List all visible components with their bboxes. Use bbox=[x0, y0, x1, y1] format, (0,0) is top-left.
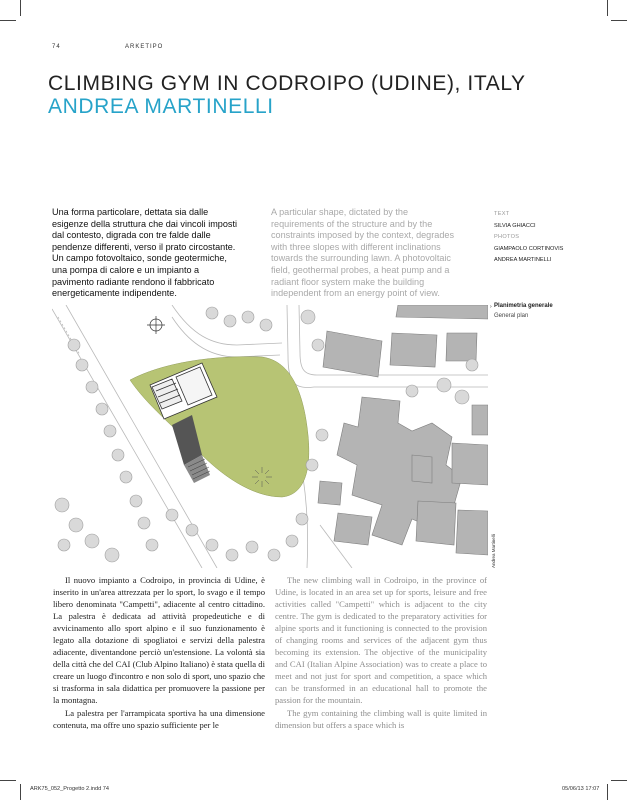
credits-photographer: GIAMPAOLO CORTINOVIS bbox=[494, 245, 564, 252]
intro-italian bbox=[52, 207, 267, 300]
credits-photos-label: PHOTOS bbox=[494, 234, 520, 241]
intro-line: constraints imposed by the context, degrades bbox=[271, 230, 454, 241]
intro-line: field, geothermal probes, a heat pump and a bbox=[271, 264, 450, 275]
crop-mark bbox=[611, 20, 627, 21]
article-author: ANDREA MARTINELLI bbox=[48, 95, 274, 118]
body-english bbox=[275, 574, 487, 731]
body-paragraph: La palestra per l'arrampicata sportiva ha una dimensione contenuta, ma offre uno spazio sufficiente per le bbox=[53, 707, 265, 730]
intro-line: Una forma particolare, dettata sia dalle bbox=[52, 207, 209, 217]
caption-subtitle: General plan bbox=[494, 313, 529, 319]
intro-english bbox=[271, 207, 486, 300]
crop-mark bbox=[0, 780, 16, 781]
crop-mark bbox=[0, 20, 16, 21]
intro-line: radiant floor system make the building bbox=[271, 276, 425, 287]
site-plan-figure bbox=[52, 305, 488, 568]
credits-text-author: SILVIA GHIACCI bbox=[494, 222, 536, 229]
intro-line: pendenze differenti, verso il prato circostante. bbox=[52, 241, 236, 252]
article-title: CLIMBING GYM IN CODROIPO (UDINE), ITALY bbox=[48, 72, 526, 95]
crop-mark bbox=[607, 0, 608, 16]
credits-block bbox=[494, 209, 563, 267]
credits-text-label: TEXT bbox=[494, 211, 510, 217]
footer-date-time: 05/06/13 17:07 bbox=[562, 786, 600, 792]
crop-mark bbox=[607, 784, 608, 800]
surrounding-buildings bbox=[318, 305, 488, 555]
crop-mark bbox=[20, 784, 21, 800]
intro-line: pavimento radiante rendono il fabbricato bbox=[52, 276, 215, 287]
figure-caption bbox=[490, 301, 553, 321]
magazine-name: ARKETIPO bbox=[125, 44, 164, 50]
intro-line: energeticamente indipendente. bbox=[52, 288, 177, 299]
image-credit: Andrea Martinelli bbox=[491, 534, 496, 568]
intro-line: Un campo fotovoltaico, sonde geotermiche, bbox=[52, 253, 227, 264]
body-paragraph: Il nuovo impianto a Codroipo, in provincia di Udine, è inserito in un'area attrezzata per lo sport, lo svago e il tempo libero denominata "Campetti", adiacente al centro cittadino. La palestra è dedicata ad attività propedeutiche e di avvicinamento allo sport alpino e il suo funzionamento è legato alla dotazione di spogliatoi e servizi della palestra adiacente, diventandone perciò un'estensione. La volontà sia della città che del CAI (Club Alpino Italiano) è stata quella di creare un luogo d'incontro e non solo di sport, uno spazio che si trasforma in sala didattica per promuovere la passione per la montagna. bbox=[53, 575, 265, 706]
body-italian bbox=[53, 574, 265, 731]
site-plan-drawing bbox=[52, 305, 488, 568]
crop-mark bbox=[611, 780, 627, 781]
caption-arrow-icon: › bbox=[490, 304, 492, 310]
intro-line: esigenze della struttura che dai vincoli imposti bbox=[52, 218, 238, 229]
footer-file-name: ARK75_052_Progetto 2.indd 74 bbox=[30, 786, 109, 792]
body-paragraph: The new climbing wall in Codroipo, in the province of Udine, is located in an area set up for sports, leisure and free activities called "Campetti" which is adjacent to the city centre. The gym is dedicated to the preparatory activities for alpine sports and it functioning is connected to the provision of changing rooms and services of the adjacent gym thus becoming its extension. The objective of the municipality and CAI (Italian Alpine Association) was to create a place to meet and not just for sport and competition, a space which can be transformed in an educational hall to promote the passion for the mountain. bbox=[275, 575, 487, 706]
intro-line: independent from an energy point of view. bbox=[271, 288, 440, 299]
credits-photographer: ANDREA MARTINELLI bbox=[494, 257, 552, 264]
north-arrow-icon bbox=[147, 316, 165, 334]
intro-line: with three slopes with different inclinations bbox=[271, 241, 441, 252]
lawn-area bbox=[130, 357, 309, 497]
page-number: 74 bbox=[52, 44, 61, 50]
body-paragraph: The gym containing the climbing wall is quite limited in dimension but offers a space which is bbox=[275, 707, 487, 730]
caption-title: Planimetria generale bbox=[494, 303, 553, 309]
crop-mark bbox=[20, 0, 21, 16]
intro-line: dal contesto, digrada con tre falde dalle bbox=[52, 230, 211, 241]
intro-line: A particular shape, dictated by the bbox=[271, 207, 408, 217]
intro-line: requirements of the structure and by the bbox=[271, 218, 433, 229]
intro-line: una pompa di calore e un impianto a bbox=[52, 264, 200, 275]
intro-line: towards the surrounding lawn. A photovoltaic bbox=[271, 253, 451, 264]
